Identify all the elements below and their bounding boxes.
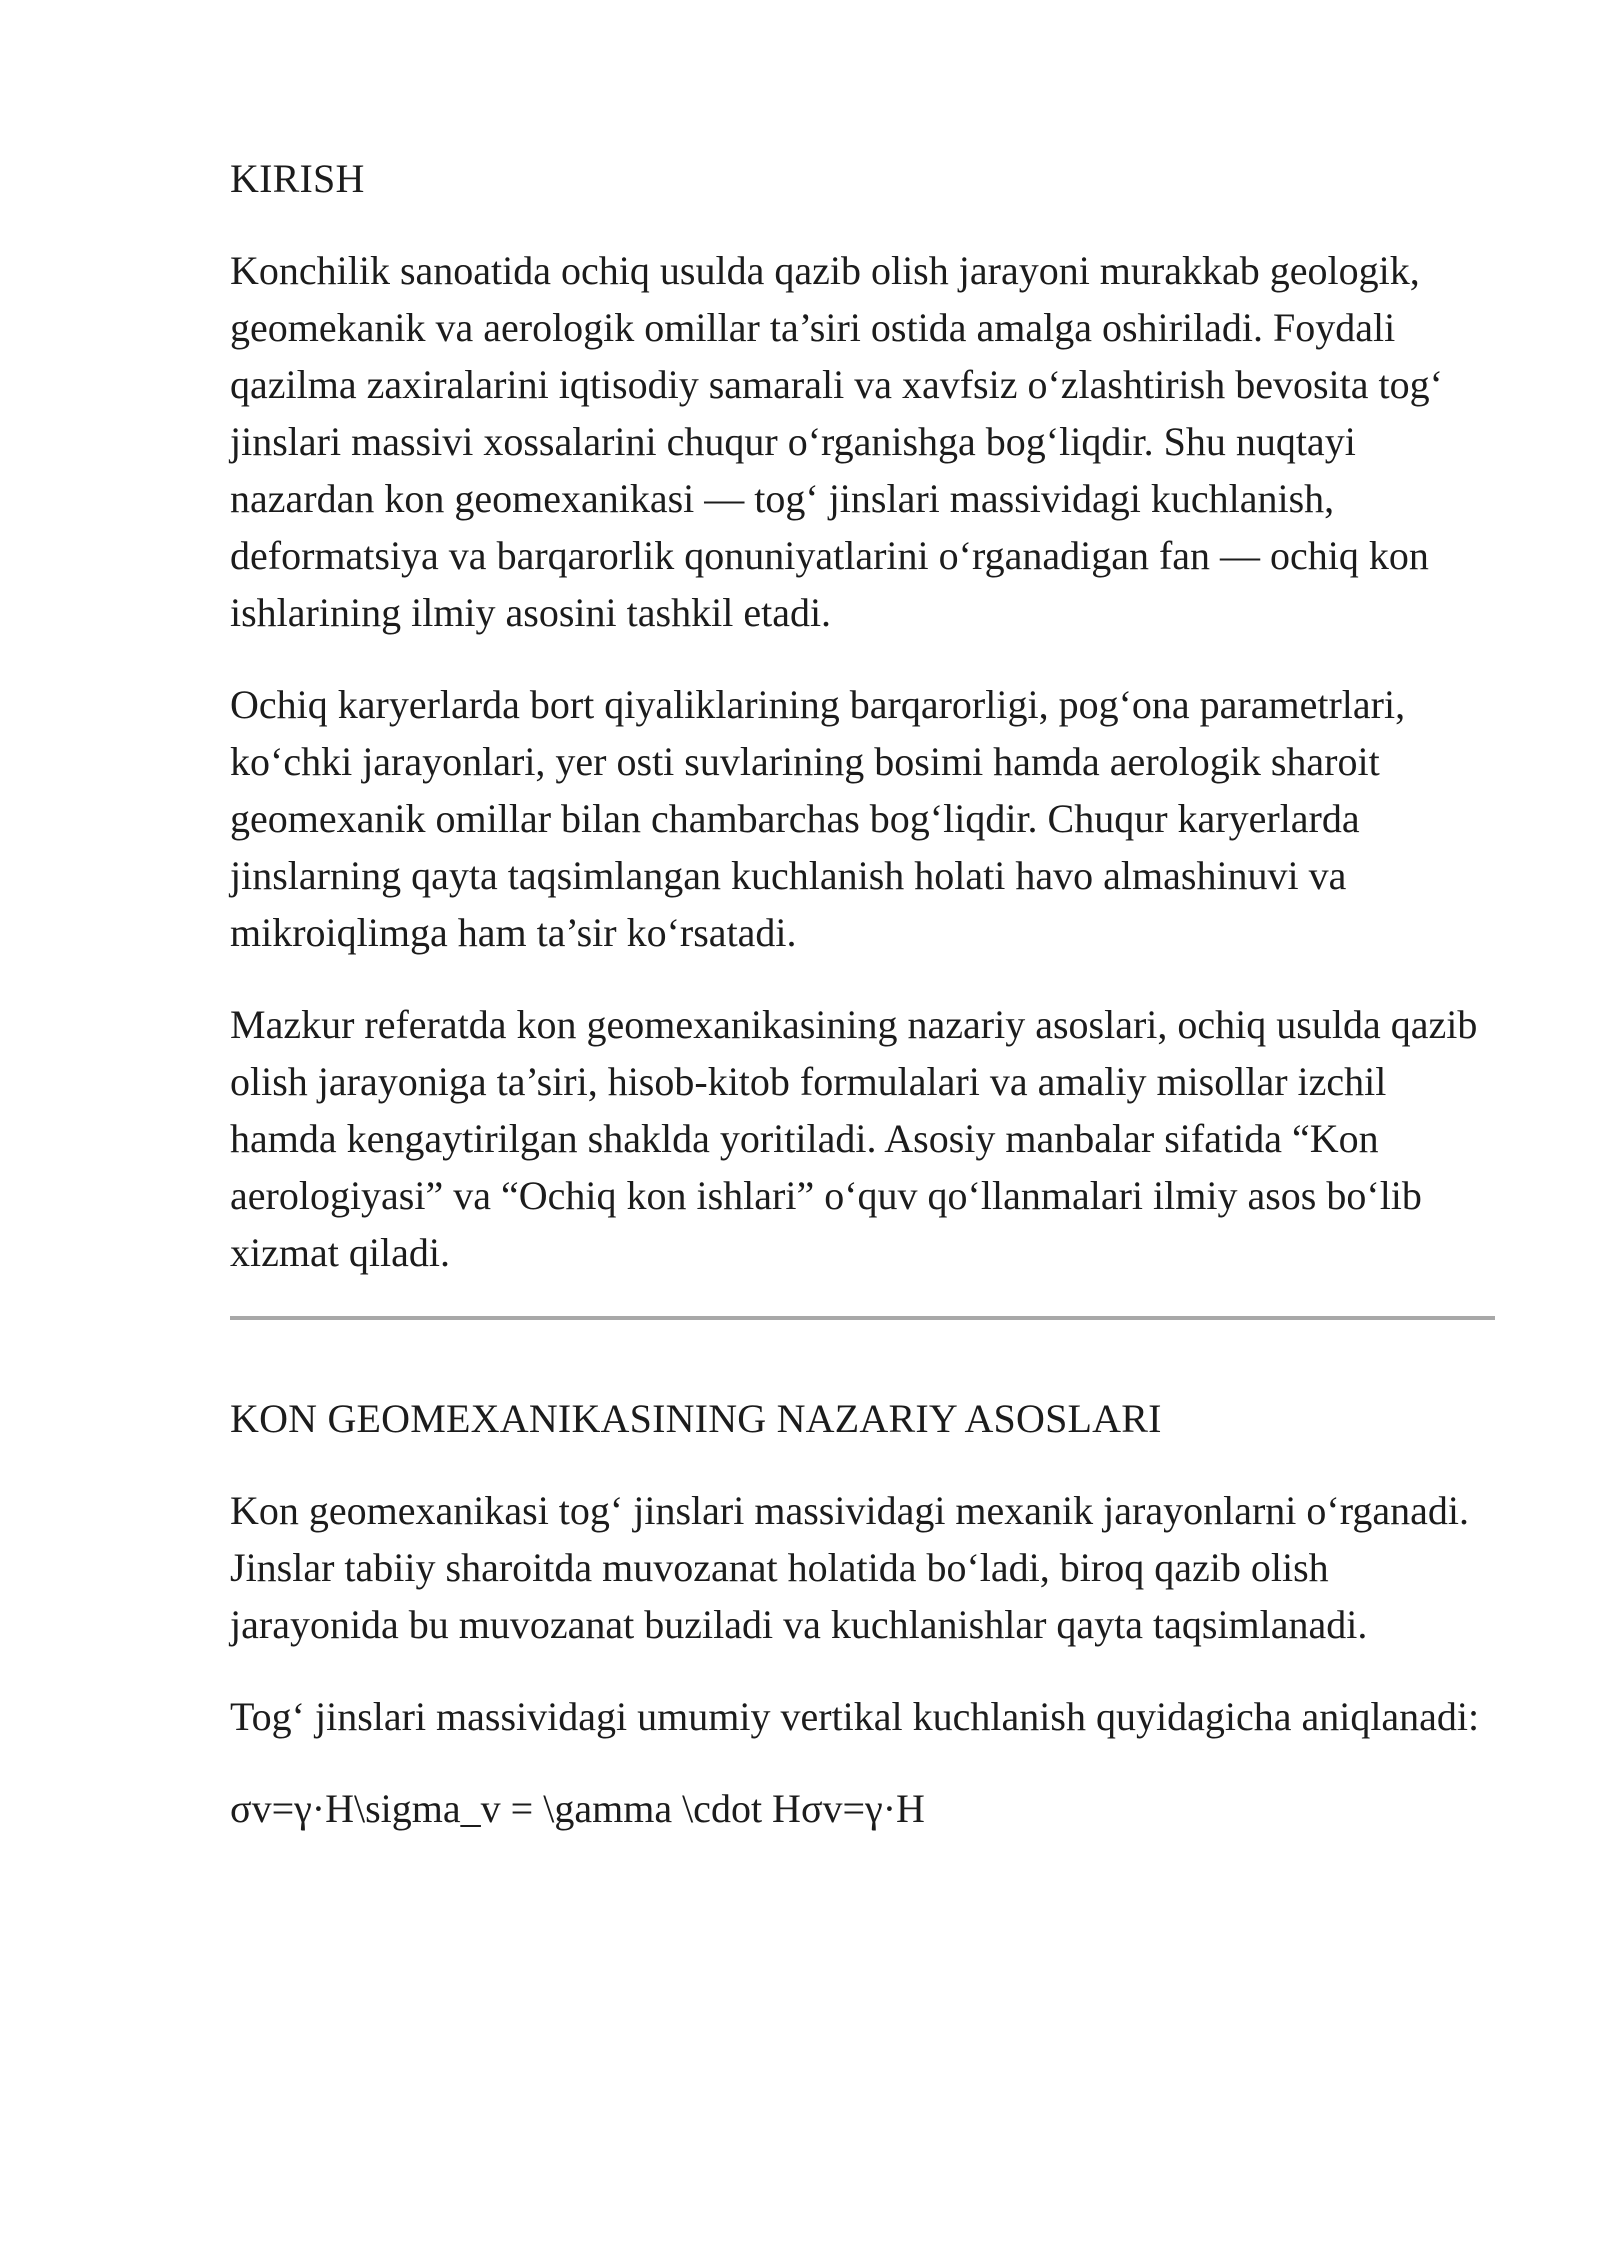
- section-title-theory: KON GEOMEXANIKASINING NAZARIY ASOSLARI: [230, 1396, 1162, 1441]
- theory-paragraph-2: Tog‘ jinslari massividagi umumiy vertikal kuchlanish quyidagicha aniqlanadi:: [230, 1694, 1480, 1739]
- intro-paragraph-1: Konchilik sanoatida ochiq usulda qazib olish jarayoni murakkab geologik, geomekanik va aerologik omillar ta’siri ostida amalga oshiriladi. Foydali qazilma zaxiralarini iqtisodiy samarali va xavfsiz o‘zlashtirish bevosita tog‘ jinslari massivi xossalarini chuqur o‘rganishga bog‘liqdir. Shu nuqtayi nazardan kon geomexanikasi — tog‘ jinslari massividagi kuchlanish, deformatsiya va barqarorlik qonuniyatlarini o‘rganadigan fan — ochiq kon ishlarining ilmiy asosini tashkil etadi.: [230, 248, 1443, 635]
- vertical-stress-formula: σv=γ·H\sigma_v = \gamma \cdot Hσv=γ·H: [230, 1786, 925, 1831]
- intro-paragraph-3: Mazkur referatda kon geomexanikasining nazariy asoslari, ochiq usulda qazib olish jarayoniga ta’siri, hisob-kitob formulalari va amaliy misollar izchil hamda kengaytirilgan shaklda yoritiladi. Asosiy manbalar sifatida “Kon aerologiyasi” va “Ochiq kon ishlari” o‘quv qo‘llanmalari ilmiy asos bo‘lib xizmat qiladi.: [230, 1002, 1478, 1275]
- document-page: [230, 150, 1495, 1837]
- section-divider: [230, 1316, 1495, 1320]
- intro-paragraph-2: Ochiq karyerlarda bort qiyaliklarining barqarorligi, pog‘ona parametrlari, ko‘chki jarayonlari, yer osti suvlarining bosimi hamda aerologik sharoit geomexanik omillar bilan chambarchas bog‘liqdir. Chuqur karyerlarda jinslarning qayta taqsimlangan kuchlanish holati havo almashinuvi va mikroiqlimga ham ta’sir ko‘rsatadi.: [230, 682, 1406, 955]
- theory-paragraph-1: Kon geomexanikasi tog‘ jinslari massividagi mexanik jarayonlarni o‘rganadi. Jinslar tabiiy sharoitda muvozanat holatida bo‘ladi, biroq qazib olish jarayonida bu muvozanat buziladi va kuchlanishlar qayta taqsimlanadi.: [230, 1488, 1469, 1647]
- section-title-kirish: KIRISH: [230, 156, 365, 201]
